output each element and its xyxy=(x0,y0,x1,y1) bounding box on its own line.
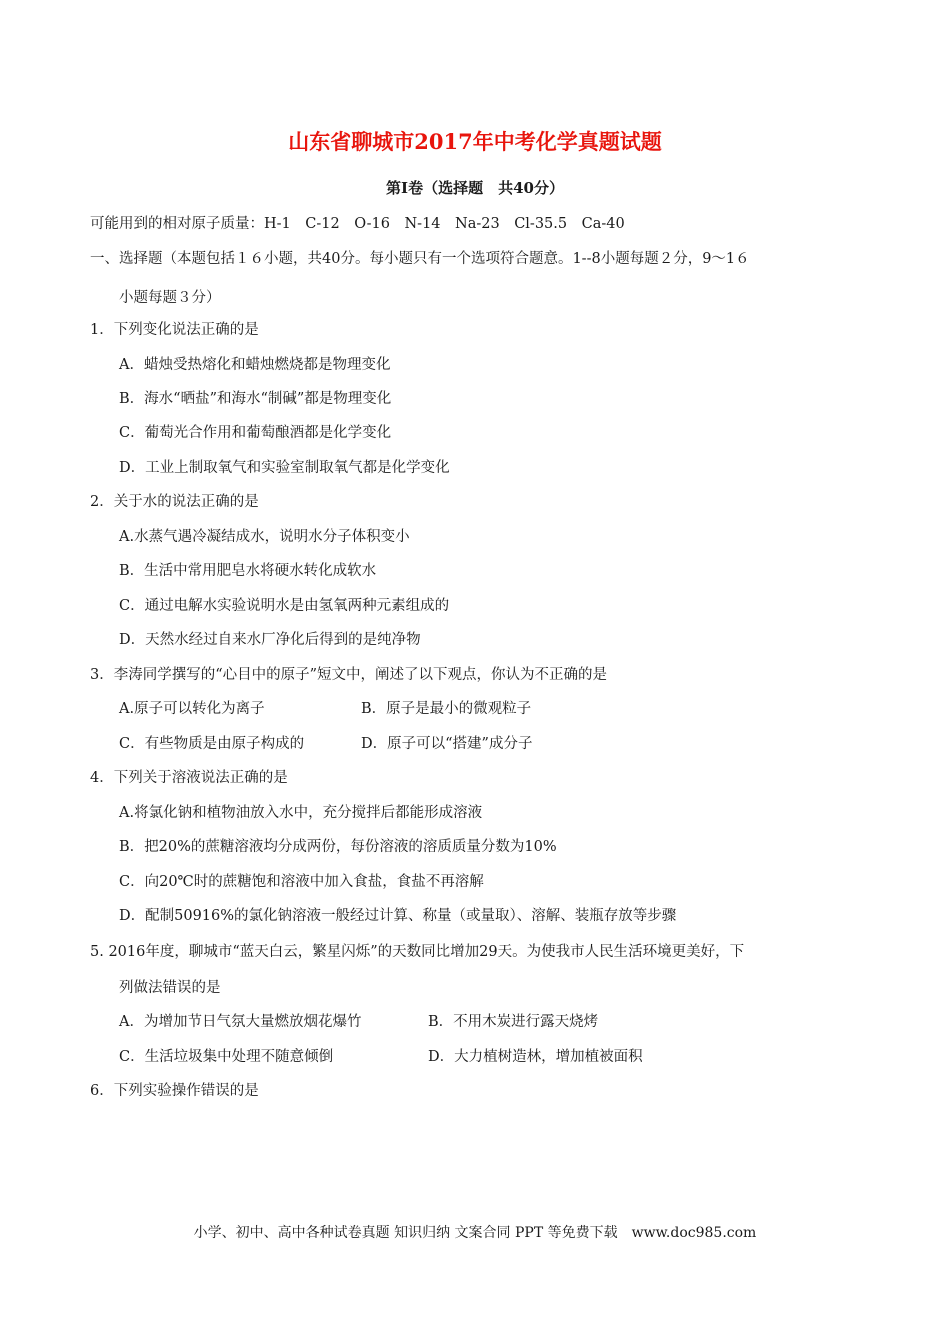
question-2-option-b: B．生活中常用肥皂水将硬水转化成软水 xyxy=(119,563,377,579)
section-header-cont: 小题每题３分） xyxy=(119,290,221,306)
question-1-option-a: A．蜡烛受热熔化和蜡烛燃烧都是物理变化 xyxy=(119,357,391,373)
question-5-option-a: A．为增加节日气氛大量燃放烟花爆竹 xyxy=(119,1014,362,1030)
question-3-option-c: C．有些物质是由原子构成的 xyxy=(119,736,305,752)
question-2-option-a: A.水蒸气遇冷凝结成水，说明水分子体积变小 xyxy=(119,529,410,545)
question-4-option-c: C．向20℃时的蔗糖饱和溶液中加入食盐，食盐不再溶解 xyxy=(119,874,484,890)
question-5-option-b: B．不用木炭进行露天烧烤 xyxy=(428,1014,599,1030)
question-3-option-b: B．原子是最小的微观粒子 xyxy=(361,701,532,717)
atomic-masses: 可能用到的相对原子质量：H-1 C-12 O-16 N-14 Na-23 Cl-35.5 Ca-40 xyxy=(90,216,625,232)
question-5-option-c: C．生活垃圾集中处理不随意倾倒 xyxy=(119,1049,334,1065)
question-1-stem: 1．下列变化说法正确的是 xyxy=(90,322,259,338)
question-4-stem: 4．下列关于溶液说法正确的是 xyxy=(90,770,288,786)
question-3-option-a: A.原子可以转化为离子 xyxy=(119,701,265,717)
question-5-option-d: D．大力植树造林，增加植被面积 xyxy=(428,1049,643,1065)
question-6-stem: 6．下列实验操作错误的是 xyxy=(90,1083,259,1099)
question-3-stem: 3．李涛同学撰写的“心目中的原子”短文中，阐述了以下观点，你认为不正确的是 xyxy=(90,667,608,683)
question-3-option-d: D．原子可以“搭建”成分子 xyxy=(361,736,533,752)
question-1-option-d: D．工业上制取氧气和实验室制取氧气都是化学变化 xyxy=(119,460,450,476)
question-4-option-d: D．配制50916%的氯化钠溶液一般经过计算、称量（或量取）、溶解、装瓶存放等步骤 xyxy=(119,908,677,924)
section-header: 一、选择题（本题包括１６小题，共40分。每小题只有一个选项符合题意。1--8小题每题２分，9～1６ xyxy=(90,251,750,267)
question-4-option-a: A.将氯化钠和植物油放入水中，充分搅拌后都能形成溶液 xyxy=(119,805,483,821)
section-subtitle: 第Ⅰ卷（选择题 共40分） xyxy=(386,179,564,197)
question-4-option-b: B．把20%的蔗糖溶液均分成两份，每份溶液的溶质质量分数为10% xyxy=(119,839,557,855)
question-2-option-c: C．通过电解水实验说明水是由氢氧两种元素组成的 xyxy=(119,598,450,614)
question-1-option-c: C．葡萄光合作用和葡萄酿酒都是化学变化 xyxy=(119,425,392,441)
question-2-option-d: D．天然水经过自来水厂净化后得到的是纯净物 xyxy=(119,632,421,648)
question-5-stem: 5. 2016年度，聊城市“蓝天白云，繁星闪烁”的天数同比增加29天。为使我市人民生活环境更美好，下 xyxy=(90,944,745,960)
document-title: 山东省聊城市2017年中考化学真题试题 xyxy=(288,129,662,154)
question-1-option-b: B．海水“晒盐”和海水“制碱”都是物理变化 xyxy=(119,391,392,407)
question-2-stem: 2．关于水的说法正确的是 xyxy=(90,494,259,510)
question-5-stem-cont: 列做法错误的是 xyxy=(119,980,221,996)
page-footer: 小学、初中、高中各种试卷真题 知识归纳 文案合同 PPT 等免费下载 www.doc985.com xyxy=(193,1225,757,1241)
